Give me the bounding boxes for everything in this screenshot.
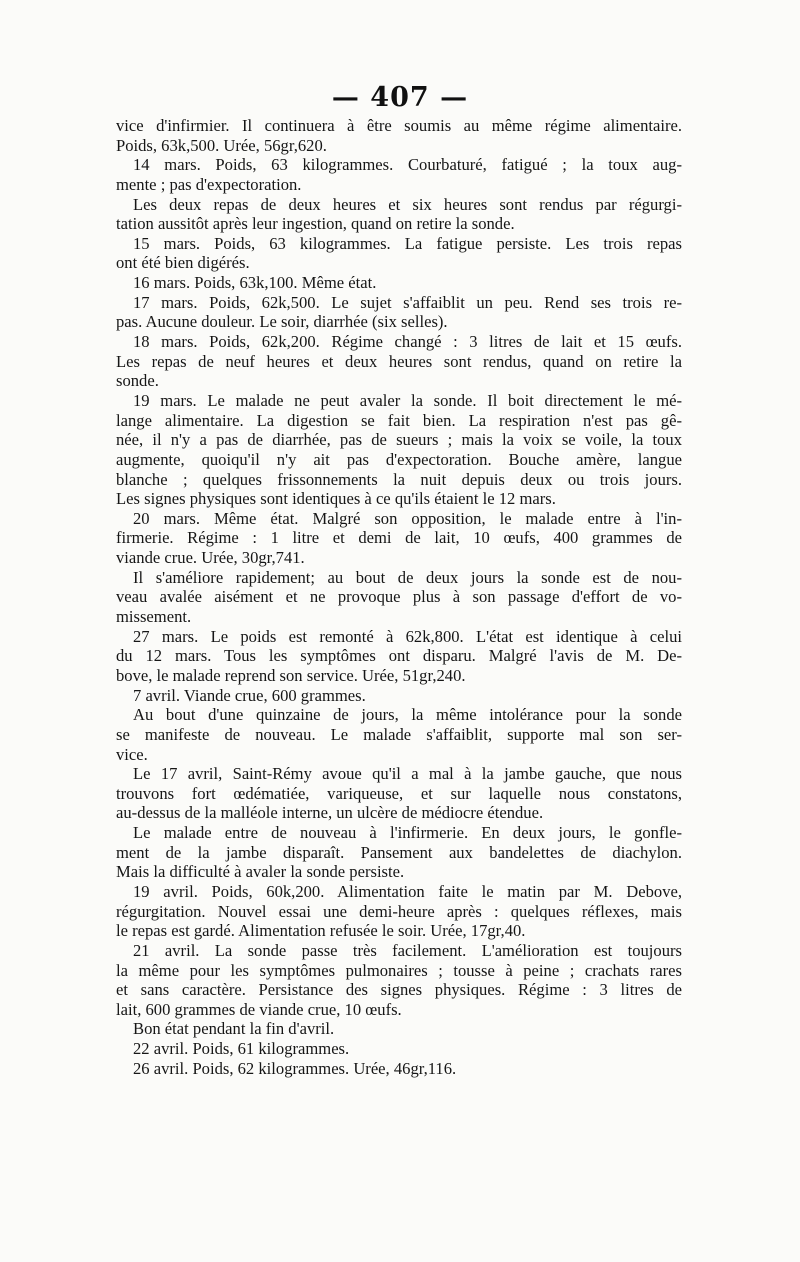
text-line: 19 mars. Le malade ne peut avaler la sonde. Il boit directement le mé-: [133, 390, 682, 410]
text-line: vice d'infirmier. Il continuera à être soumis au même régime alimentaire.: [116, 116, 682, 135]
text-line: firmerie. Régime : 1 litre et demi de lait, 10 œufs, 400 grammes de: [116, 528, 682, 548]
text-line: lait, 600 grammes de viande crue, 10 œufs.: [116, 999, 402, 1019]
text-line: Le 17 avril, Saint-Rémy avoue qu'il a mal à la jambe gauche, que nous: [133, 764, 682, 784]
text-line: Bon état pendant la fin d'avril.: [133, 1019, 335, 1039]
text-line: régurgitation. Nouvel essai une demi-heure après : quelques réflexes, mais: [116, 901, 682, 921]
text-line: le repas est gardé. Alimentation refusée le soir. Urée, 17gr,40.: [116, 921, 526, 941]
text-line: Il s'améliore rapidement; au bout de deux jours la sonde est de nou-: [133, 567, 682, 587]
page-number: — 407 —: [331, 82, 469, 113]
text-line: bove, le malade reprend son service. Urée, 51gr,240.: [116, 665, 466, 685]
text-line: 14 mars. Poids, 63 kilogrammes. Courbaturé, fatigué ; la toux aug-: [133, 155, 682, 175]
text-line: 18 mars. Poids, 62k,200. Régime changé : 3 litres de lait et 15 œufs.: [133, 332, 682, 352]
text-line: vice.: [116, 744, 148, 764]
text-line: 16 mars. Poids, 63k,100. Même état.: [133, 273, 377, 293]
text-line: tation aussitôt après leur ingestion, quand on retire la sonde.: [116, 214, 515, 234]
body-text: [116, 116, 682, 1078]
text-line: 17 mars. Poids, 62k,500. Le sujet s'affaiblit un peu. Rend ses trois re-: [133, 292, 682, 312]
text-line: augmente, quoiqu'il n'y ait pas d'expectoration. Bouche amère, langue: [116, 449, 682, 469]
text-line: la même pour les symptômes pulmonaires ; tousse à peine ; crachats rares: [116, 960, 682, 980]
text-line: et sans caractère. Persistance des signes physiques. Régime : 3 litres de: [116, 980, 682, 1000]
text-line: 7 avril. Viande crue, 600 grammes.: [133, 685, 366, 705]
text-line: 21 avril. La sonde passe très facilement. L'amélioration est toujours: [133, 940, 682, 960]
text-line: blanche ; quelques frissonnements la nuit depuis deux ou trois jours.: [116, 469, 682, 489]
text-line: née, il n'y a pas de diarrhée, pas de sueurs ; mais la voix se voile, la toux: [116, 430, 682, 450]
text-line: sonde.: [116, 371, 159, 391]
text-line: au-dessus de la malléole interne, un ulcère de médiocre étendue.: [116, 803, 544, 823]
text-line: veau avalée aisément et ne provoque plus à son passage d'effort de vo-: [116, 587, 682, 607]
text-line: Les deux repas de deux heures et six heures sont rendus par régurgi-: [133, 194, 682, 214]
text-line: Au bout d'une quinzaine de jours, la même intolérance pour la sonde: [133, 705, 682, 725]
text-line: ont été bien digérés.: [116, 253, 250, 273]
text-line: trouvons fort œdématiée, variqueuse, et sur laquelle nous constatons,: [116, 783, 682, 803]
text-line: 22 avril. Poids, 61 kilogrammes.: [133, 1039, 350, 1059]
text-line: Mais la difficulté à avaler la sonde persiste.: [116, 862, 405, 882]
text-line: 19 avril. Poids, 60k,200. Alimentation faite le matin par M. Debove,: [133, 881, 682, 901]
text-line: lange alimentaire. La digestion se fait bien. La respiration n'est pas gê-: [116, 410, 682, 430]
text-line: pas. Aucune douleur. Le soir, diarrhée (six selles).: [116, 312, 448, 332]
text-line: 15 mars. Poids, 63 kilogrammes. La fatigue persiste. Les trois repas: [133, 233, 682, 253]
text-line: ment de la jambe disparaît. Pansement aux bandelettes de diachylon.: [116, 842, 682, 862]
text-line: Poids, 63k,500. Urée, 56gr,620.: [116, 135, 327, 155]
text-line: viande crue. Urée, 30gr,741.: [116, 548, 305, 568]
text-line: mente ; pas d'expectoration.: [116, 174, 302, 194]
text-line: 20 mars. Même état. Malgré son opposition, le malade entre à l'in-: [133, 508, 682, 528]
text-line: Les repas de neuf heures et deux heures sont rendus, quand on retire la: [116, 351, 682, 371]
text-line: Les signes physiques sont identiques à ce qu'ils étaient le 12 mars.: [116, 489, 556, 509]
text-line: Le malade entre de nouveau à l'infirmerie. En deux jours, le gonfle-: [133, 823, 682, 843]
text-line: 27 mars. Le poids est remonté à 62k,800. L'état est identique à celui: [133, 626, 682, 646]
text-line: missement.: [116, 607, 192, 627]
text-line: du 12 mars. Tous les symptômes ont disparu. Malgré l'avis de M. De-: [116, 646, 682, 666]
text-line: se manifeste de nouveau. Le malade s'affaiblit, supporte mal son ser-: [116, 724, 682, 744]
text-line: 26 avril. Poids, 62 kilogrammes. Urée, 46gr,116.: [133, 1058, 457, 1078]
